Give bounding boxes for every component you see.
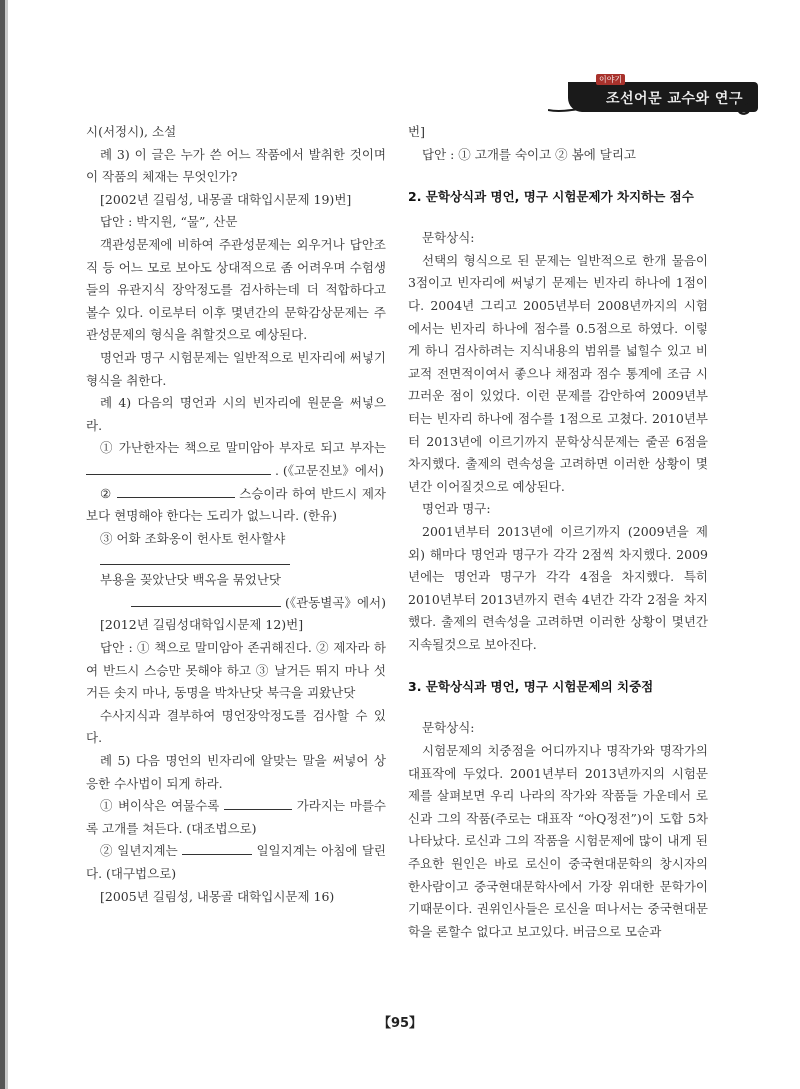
subheading: 문학상식: — [422, 230, 475, 246]
exam-source-continued: 번] — [408, 124, 425, 139]
fill-item-2: ② 일년지계는 일일지계는 아침에 달린다. (대구법으로) — [86, 843, 386, 881]
paragraph: 시(서정시), 소설 — [86, 124, 177, 139]
header-badge: 이야기 — [596, 74, 625, 85]
exam-source: [2002년 길림성, 내몽골 대학입시문제 19)번] — [100, 191, 352, 207]
fill-item-3: ③ 어화 조화옹이 헌사토 헌사할샤 — [100, 530, 286, 546]
fill-item-1: ① 벼이삭은 여물수록 가라지는 마를수록 고개를 쳐든다. (대조법으로) — [86, 798, 386, 836]
page-edge-shadow — [5, 0, 8, 1089]
poem-source-line: (《관동별곡》에서) — [86, 592, 386, 615]
exam-source: [2005년 길림성, 내몽골 대학입시문제 16) — [100, 888, 335, 904]
exam-source: [2012년 길림성대학입시문제 12)번] — [100, 617, 304, 633]
section-heading-3: 3. 문학상식과 명언, 명구 시험문제의 치중점 — [408, 679, 654, 695]
example-question: 례 5) 다음 명언의 빈자리에 알맞는 말을 써넣어 상응한 수사법이 되게 하라. — [86, 753, 386, 791]
paragraph: 수사지식과 결부하여 명언장악정도를 검사할 수 있다. — [86, 707, 386, 746]
header-swirl-ornament — [548, 96, 758, 116]
example-question: 례 4) 다음의 명언과 시의 빈자리에 원문을 써넣으라. — [86, 395, 386, 433]
answer-blank — [224, 797, 292, 810]
header-title: 조선어문 교수와 연구 — [606, 91, 743, 107]
paragraph: 선택의 형식으로 된 문제는 일반적으로 한개 물음이 3점이고 빈자리에 써넣기 문제는 빈자리 하나에 1점이다. 2004년 그리고 2005년부터 2008년까지의 시험에서는 빈자리 하나에 점수를 0.5점으로 하였다. 이렇게 하니 검사하려는 지식내용의 범위를 넓힐수 있고 비교적 전면적이여서 좋으나 채점과 점수 통계에 조금 시끄러운 점이 있었다. 이런 문제를 감안하여 2009년부터는 빈자리 하나에 점수를 1점으로 고쳤다. 2010년부터 2013년에 이르기까지 문학상식문제는 줄곧 6점을 차지했다. 출제의 련속성을 고려하면 이러한 상황이 몇년간 이어질것으로 예상된다. — [408, 252, 708, 494]
answer-blank — [100, 550, 290, 565]
paragraph: 명언과 명구 시험문제는 일반적으로 빈자리에 써넣기 형식을 취한다. — [86, 349, 386, 388]
fill-item-1: ① 가난한자는 책으로 말미암아 부자로 되고 부자는 . (《고문진보》에서) — [86, 437, 386, 482]
paragraph: 시험문제의 치중점을 어디까지나 명작가와 명작가의 대표작에 두었다. 2001년부터 2013년까지의 시험문제를 살펴보면 우리 나라의 작가와 작품들 가운데서 로신과 그의 작품(주로는 대표작 “아Q정전”)이 도합 5차 나타났다. 로신과 그의 작품을 시험문제에 많이 내게 된 주요한 원인은 바로 로신이 중국현대문학의 창시자의 한사람이고 중국현대문학사에서 가장 위대한 문학가이기때문이다. 권위인사들은 로신을 떠나서는 중국현대문학을 론할수 없다고 보고있다. 버금으로 모순과 — [408, 743, 708, 939]
answer: 답안 : 박지원, “물”, 산문 — [100, 214, 238, 230]
page-number: 【95】 — [377, 1016, 423, 1031]
answer-blank — [182, 842, 252, 855]
answer-blank — [131, 594, 281, 607]
paragraph: 객관성문제에 비하여 주관성문제는 외우거나 답안조직 등 어느 모로 보아도 상대적으로 좀 어려우며 수험생들의 유관지식 장악정도를 검사하는데 더 적합하다고 볼수 있다. 이로부터 이후 몇년간의 문학감상문제는 주관성문제의 형식을 취할것으로 예상된다. — [86, 236, 386, 343]
poem-line: 부용을 꽂았난닷 백옥을 묶었난닷 — [100, 572, 281, 588]
answer: 답안 : ① 책으로 말미암아 존귀해진다. ② 제자라 하여 반드시 스승만 못해야 하고 ③ 날거든 뛰지 마나 섯거든 솟지 마나, 동명을 박차난닷 북극을 괴왔난닷 — [86, 640, 386, 701]
subheading: 문학상식: — [422, 720, 475, 736]
subheading: 명언과 명구: — [422, 501, 491, 517]
example-question: 례 3) 이 글은 누가 쓴 어느 작품에서 발취한 것이며 이 작품의 체재는 무엇인가? — [86, 146, 386, 185]
right-column — [408, 121, 708, 943]
paragraph: 2001년부터 2013년에 이르기까지 (2009년을 제외) 해마다 명언과 명구가 각각 2점씩 차지했다. 2009년에는 명언과 명구가 각각 4점을 차지했다. 특히 2010년부터 2013년까지 련속 4년간 각각 2점을 차지했다. 출제의 련속성을 고려하면 이러한 상황이 몇년간 지속될것으로 보아진다. — [408, 523, 708, 652]
left-column — [86, 121, 386, 908]
fill-item-2: ② 스승이라 하여 반드시 제자보다 현명해야 한다는 도리가 없느니라. (한유) — [86, 485, 386, 524]
answer-blank — [86, 462, 271, 475]
section-heading-2: 2. 문학상식과 명언, 명구 시험문제가 차지하는 점수 — [408, 189, 694, 205]
answer: 답안 : ① 고개를 숙이고 ② 봄에 달리고 — [422, 146, 637, 162]
answer-blank — [117, 485, 235, 498]
